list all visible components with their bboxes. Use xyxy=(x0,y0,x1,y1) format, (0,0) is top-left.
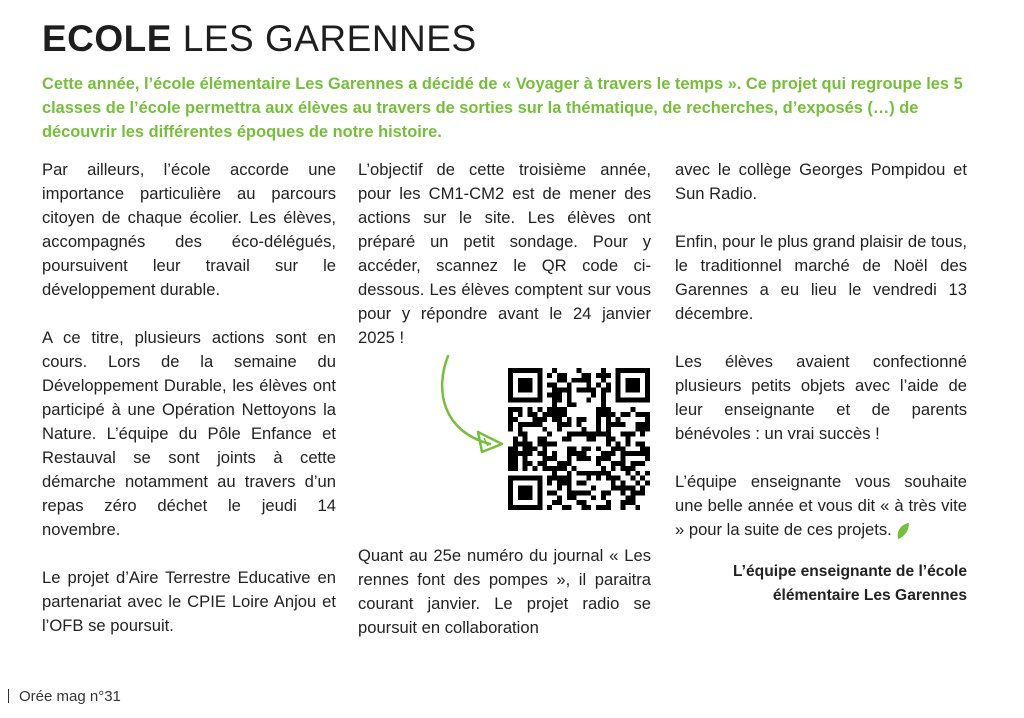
intro-paragraph: Cette année, l’école élémentaire Les Garennes a décidé de « Voyager à travers le temps ». Ce projet qui regroupe les 5 classes de l’école permettra aux élèves au travers de sorties sur la thématique, de recherches, d’exposés (…) de découvrir les différentes époques de notre histoire. xyxy=(42,75,963,141)
paragraph: Par ailleurs, l’école accorde une importance particulière au parcours citoyen de chaque écolier. Les élèves, accompagnés des éco-délégués, poursuivent leur travail sur le développement durable. xyxy=(42,160,336,299)
closing-text: L’équipe enseignante vous souhaite une belle année et vous dit « à très vite » pour la suite de ces projets. xyxy=(675,472,967,539)
signature-line-2: élémentaire Les Garennes xyxy=(772,587,967,604)
paragraph: avec le collège Georges Pompidou et Sun Radio. xyxy=(675,160,967,203)
column-3 xyxy=(675,158,967,632)
paragraph: Quant au 25e numéro du journal « Les rennes font des pompes », il paraitra courant janvier. Le projet radio se poursuit en collaboration xyxy=(358,546,651,637)
column-2 xyxy=(358,158,651,637)
column-1 xyxy=(42,158,336,662)
paragraph-closing xyxy=(675,470,967,542)
signature-line-1: L’équipe enseignante de l’école xyxy=(733,563,967,580)
signature xyxy=(675,560,967,608)
title-bold: ECOLE xyxy=(42,18,172,59)
footer xyxy=(8,688,121,705)
paragraph: A ce titre, plusieurs actions sont en cours. Lors de la semaine du Développement Durable, les élèves ont participé à une Opération Nettoyons la Nature. L’équipe du Pôle Enfance et Restauval se sont joints à cette démarche notamment au travers d’un repas zéro déchet le jeudi 14 novembre. xyxy=(42,328,336,539)
page-title xyxy=(42,16,477,62)
paragraph: L’objectif de cette troisième année, pour les CM1-CM2 est de mener des actions sur le site. Les élèves ont préparé un petit sondage. Pour y accéder, scannez le QR code ci-dessous. Les élèves comptent sur vous pour y répondre avant le 24 janvier 2025 ! xyxy=(358,160,651,347)
arrow-icon xyxy=(430,352,520,457)
title-rest: LES GARENNES xyxy=(182,18,477,59)
footer-text: Orée mag n°31 xyxy=(19,688,121,705)
footer-divider xyxy=(8,689,9,703)
paragraph: Les élèves avaient confectionné plusieurs petits objets avec l’aide de leur enseignante et de parents bénévoles : un vrai succès ! xyxy=(675,352,967,443)
paragraph: Le projet d’Aire Terrestre Educative en partenariat avec le CPIE Loire Anjou et l’OFB se poursuit. xyxy=(42,568,336,635)
paragraph: Enfin, pour le plus grand plaisir de tous, le traditionnel marché de Noël des Garennes a eu lieu le vendredi 13 décembre. xyxy=(675,232,967,323)
leaf-icon xyxy=(896,522,910,540)
qr-code[interactable] xyxy=(508,368,650,510)
